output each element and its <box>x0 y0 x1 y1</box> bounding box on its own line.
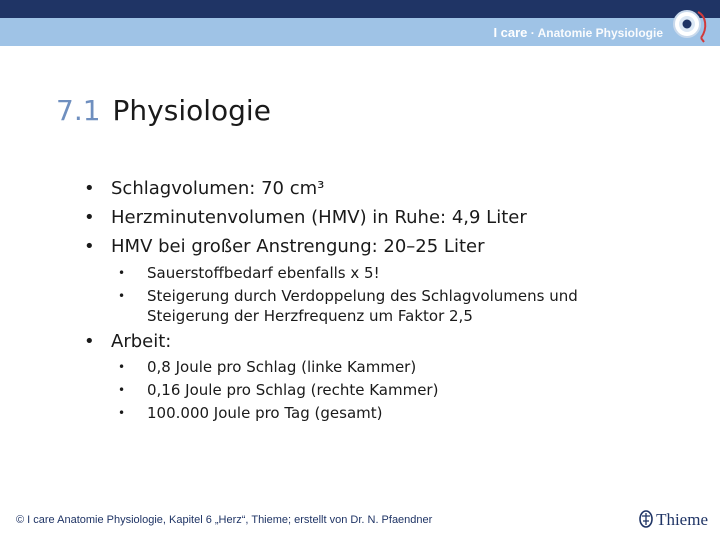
bullet-item: • Arbeit: <box>84 331 172 352</box>
section-number: 7.1 <box>56 94 101 127</box>
brand-main: I care <box>493 25 528 40</box>
bullet-item: • HMV bei großer Anstrengung: 20–25 Liter <box>84 236 485 257</box>
section-title: Physiologie <box>112 94 271 127</box>
thieme-logo-icon <box>639 510 653 528</box>
sub-bullet-item: • 0,16 Joule pro Schlag (rechte Kammer) <box>118 381 439 399</box>
publisher-name: Thieme <box>656 510 708 529</box>
brand-sub: · Anatomie Physiologie <box>527 26 663 40</box>
footer-copyright: © I care Anatomie Physiologie, Kapitel 6 „Herz“, Thieme; erstellt von Dr. N. Pfaendner <box>16 514 433 526</box>
sub-bullet-item: • Sauerstoffbedarf ebenfalls x 5! <box>118 264 380 282</box>
sub-bullet-item: • Steigerung durch Verdoppelung des Schlagvolumens und Steigerung der Herzfrequenz um Faktor 2,5 <box>118 287 578 325</box>
bullet-item: • Herzminutenvolumen (HMV) in Ruhe: 4,9 Liter <box>84 207 527 228</box>
slide-title <box>56 94 271 127</box>
sub-bullet-item: • 0,8 Joule pro Schlag (linke Kammer) <box>118 358 417 376</box>
sub-bullet-item: • 100.000 Joule pro Tag (gesamt) <box>118 404 383 422</box>
header-bar-dark <box>0 0 720 18</box>
bullet-item: • Schlagvolumen: 70 cm³ <box>84 178 325 199</box>
header-brand <box>493 25 663 40</box>
publisher-logo <box>639 510 708 532</box>
heart-logo-icon <box>670 6 710 46</box>
